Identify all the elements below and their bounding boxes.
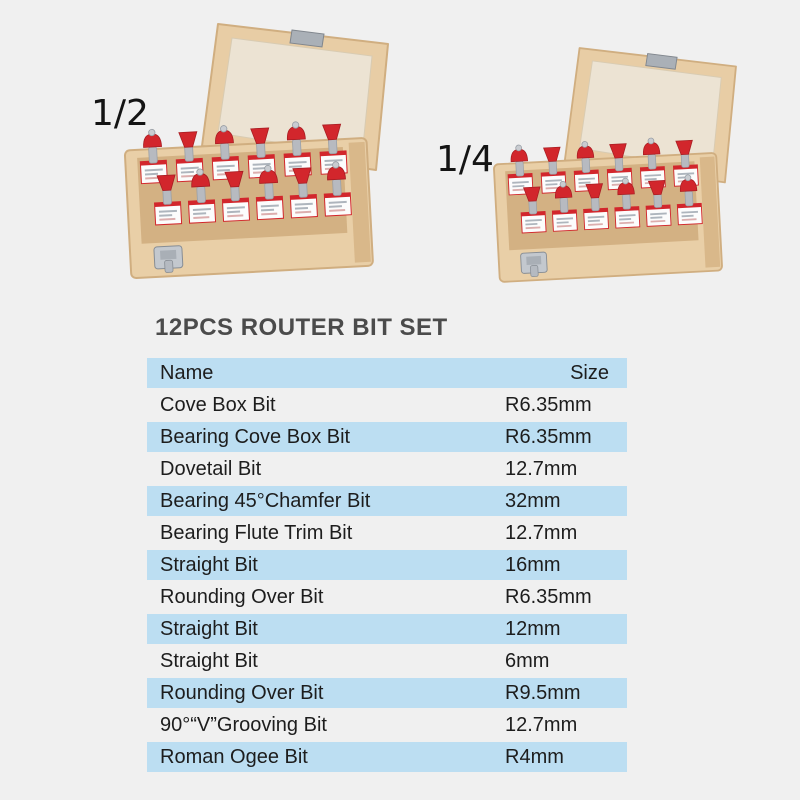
product-photo-quarter-inch-set [448,26,770,302]
bit-name: Straight Bit [160,617,258,640]
bit-size: R6.35mm [505,585,592,608]
bit-size: R9.5mm [505,681,581,704]
table-row [147,614,627,644]
table-row [147,742,627,772]
bit-size: 16mm [505,553,561,576]
table-row [147,678,627,708]
column-header-name: Name [160,361,214,384]
bit-size: 12.7mm [505,457,578,480]
bit-name: Bearing Flute Trim Bit [160,521,353,544]
spec-table [147,313,627,774]
bit-name: Rounding Over Bit [160,681,324,704]
table-header-row [147,358,627,388]
shank-size-label-half: 1/2 [91,93,149,134]
bit-name: Dovetail Bit [160,457,262,480]
table-row [147,518,627,548]
bit-size: 12mm [505,617,561,640]
table-row [147,550,627,580]
shank-size-label-quarter: 1/4 [436,139,494,180]
bit-name: Bearing 45°Chamfer Bit [160,489,371,512]
table-row [147,454,627,484]
bit-size: 32mm [505,489,561,512]
bit-size: 12.7mm [505,713,578,736]
table-row [147,582,627,612]
bit-size: 12.7mm [505,521,578,544]
bit-name: Cove Box Bit [160,393,276,416]
bit-size: R4mm [505,745,564,768]
bit-name: Rounding Over Bit [160,585,324,608]
table-row [147,710,627,740]
column-header-size: Size [570,361,609,384]
bit-name: 90°“V”Grooving Bit [160,713,327,736]
table-row [147,390,627,420]
page-title: 12PCS ROUTER BIT SET [155,314,448,341]
bit-size: R6.35mm [505,425,592,448]
product-photo-half-inch-set [95,0,405,300]
bit-name: Bearing Cove Box Bit [160,425,351,448]
table-row [147,646,627,676]
bit-name: Straight Bit [160,553,258,576]
table-row [147,486,627,516]
bit-name: Roman Ogee Bit [160,745,308,768]
bit-name: Straight Bit [160,649,258,672]
table-row [147,422,627,452]
bit-size: R6.35mm [505,393,592,416]
bit-size: 6mm [505,649,550,672]
